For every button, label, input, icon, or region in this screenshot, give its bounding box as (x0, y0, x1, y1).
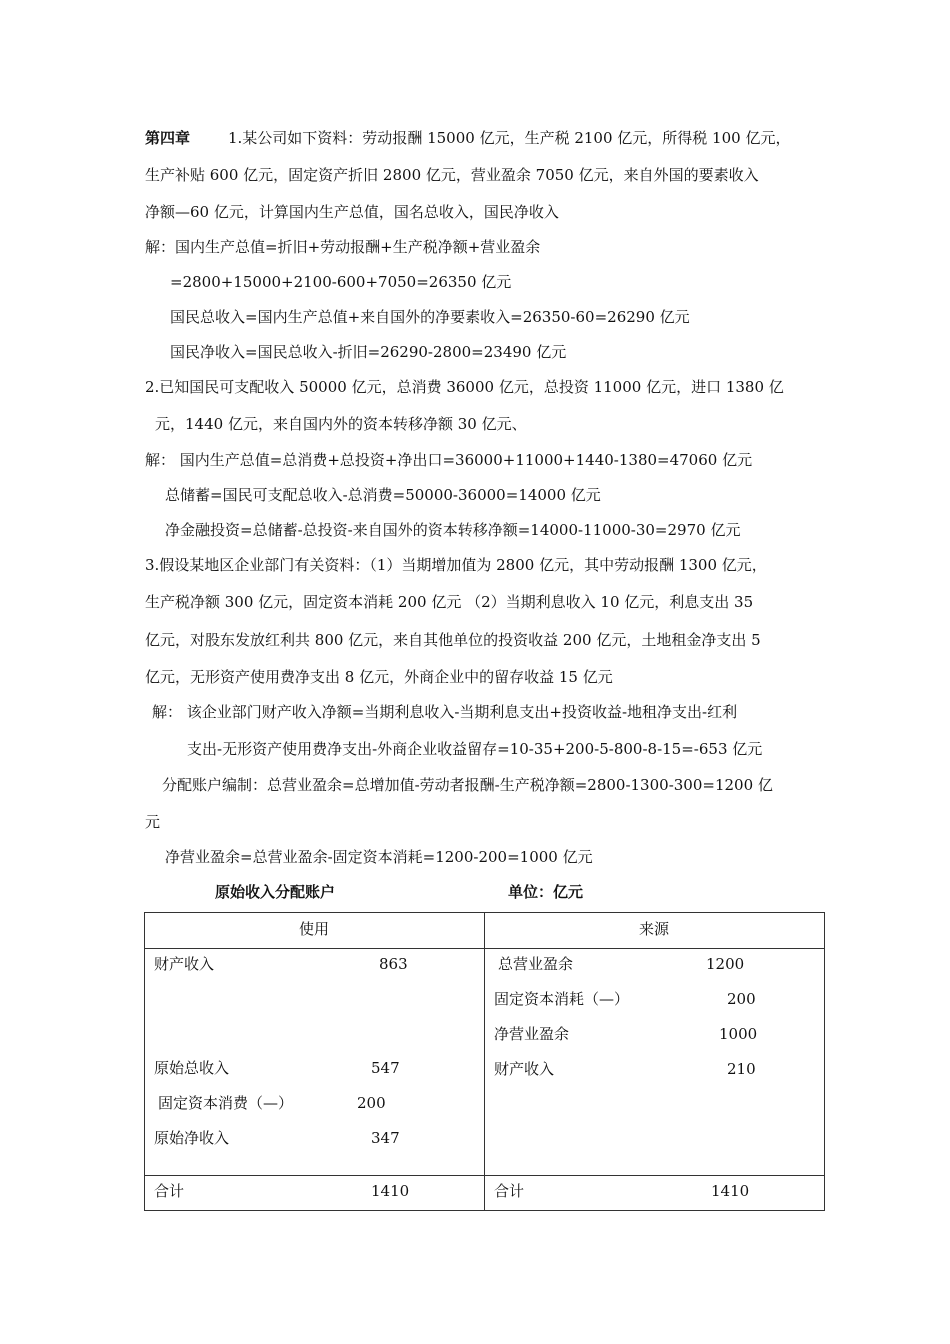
table-column-divider (484, 913, 485, 1210)
q2-line1: 2.已知国民可支配收入 50000 亿元，总消费 36000 亿元，总投资 11000 亿元，进口 1380 亿 (145, 378, 784, 396)
source-row-value: 210 (727, 1060, 756, 1078)
header-use: 使用 (299, 920, 330, 938)
q3-line4: 亿元，无形资产使用费净支出 8 亿元，外商企业中的留存收益 15 亿元 (145, 668, 613, 686)
chapter-title: 第四章 (145, 129, 191, 147)
table-unit: 单位：亿元 (508, 883, 584, 901)
total-source-label: 合计 (494, 1182, 525, 1200)
q1-solution-line3: 国民总收入=国内生产总值+来自国外的净要素收入=26350-60=26290 亿元 (170, 308, 690, 326)
q2-solution-line2: 总储蓄=国民可支配总收入-总消费=50000-36000=14000 亿元 (165, 486, 601, 504)
q3-solution-line2: 支出-无形资产使用费净支出-外商企业收益留存=10-35+200-5-800-8-15=-653 亿元 (187, 740, 763, 758)
source-row-label: 总营业盈余 (498, 955, 574, 973)
source-row-label: 财产收入 (494, 1060, 555, 1078)
source-row-label: 净营业盈余 (494, 1025, 570, 1043)
table-header-divider (145, 948, 824, 949)
use-row-label: 原始总收入 (154, 1059, 230, 1077)
q1-solution-line2: =2800+15000+2100-600+7050=26350 亿元 (170, 273, 512, 291)
table-total-divider (145, 1175, 824, 1176)
q2-solution-line1: 解： 国内生产总值=总消费+总投资+净出口=36000+11000+1440-1380=47060 亿元 (145, 451, 753, 469)
source-row-label: 固定资本消耗（—） (494, 990, 630, 1008)
table-title: 原始收入分配账户 (215, 883, 336, 901)
q1-solution-line4: 国民净收入=国民总收入-折旧=26290-2800=23490 亿元 (170, 343, 567, 361)
q3-line1: 3.假设某地区企业部门有关资料：（1）当期增加值为 2800 亿元，其中劳动报酬 1300 亿元， (145, 556, 767, 574)
source-row-value: 1000 (719, 1025, 758, 1043)
use-row-value: 200 (357, 1094, 386, 1112)
source-row-value: 200 (727, 990, 756, 1008)
use-row-label: 固定资本消费（—） (158, 1094, 294, 1112)
total-use-value: 1410 (371, 1182, 410, 1200)
source-row-value: 1200 (706, 955, 745, 973)
use-row-value: 547 (371, 1059, 400, 1077)
q3-line2: 生产税净额 300 亿元，固定资本消耗 200 亿元 （2）当期利息收入 10 亿元，利息支出 35 (145, 593, 754, 611)
q3-solution-line4: 净营业盈余=总营业盈余-固定资本消耗=1200-200=1000 亿元 (165, 848, 593, 866)
q2-line2: 元，1440 亿元，来自国内外的资本转移净额 30 亿元、 (155, 415, 527, 433)
distribution-account-table (144, 912, 825, 1211)
q2-solution-line3: 净金融投资=总储蓄-总投资-来自国外的资本转移净额=14000-11000-30=2970 亿元 (165, 521, 741, 539)
use-row-label: 原始净收入 (154, 1129, 230, 1147)
total-source-value: 1410 (711, 1182, 750, 1200)
header-source: 来源 (639, 920, 670, 938)
use-row-value: 347 (371, 1129, 400, 1147)
q3-solution-line3b: 元 (145, 813, 161, 831)
q1-line2: 生产补贴 600 亿元，固定资产折旧 2800 亿元，营业盈余 7050 亿元，来自外国的要素收入 (145, 166, 759, 184)
q1-line1: 1.某公司如下资料：劳动报酬 15000 亿元，生产税 2100 亿元，所得税 100 亿元， (228, 129, 791, 147)
q3-solution-line3: 分配账户编制：总营业盈余=总增加值-劳动者报酬-生产税净额=2800-1300-300=1200 亿 (162, 776, 773, 794)
use-row-label: 财产收入 (154, 955, 215, 973)
q1-line3: 净额—60 亿元，计算国内生产总值，国名总收入，国民净收入 (145, 203, 559, 221)
q3-line3: 亿元，对股东发放红利共 800 亿元，来自其他单位的投资收益 200 亿元，土地租金净支出 5 (145, 631, 761, 649)
q1-solution-line1: 解：国内生产总值=折旧+劳动报酬+生产税净额+营业盈余 (145, 238, 541, 256)
use-row-value: 863 (379, 955, 408, 973)
total-use-label: 合计 (154, 1182, 185, 1200)
q3-solution-line1: 解： 该企业部门财产收入净额=当期利息收入-当期利息支出+投资收益-地租净支出-红利 (152, 703, 738, 721)
